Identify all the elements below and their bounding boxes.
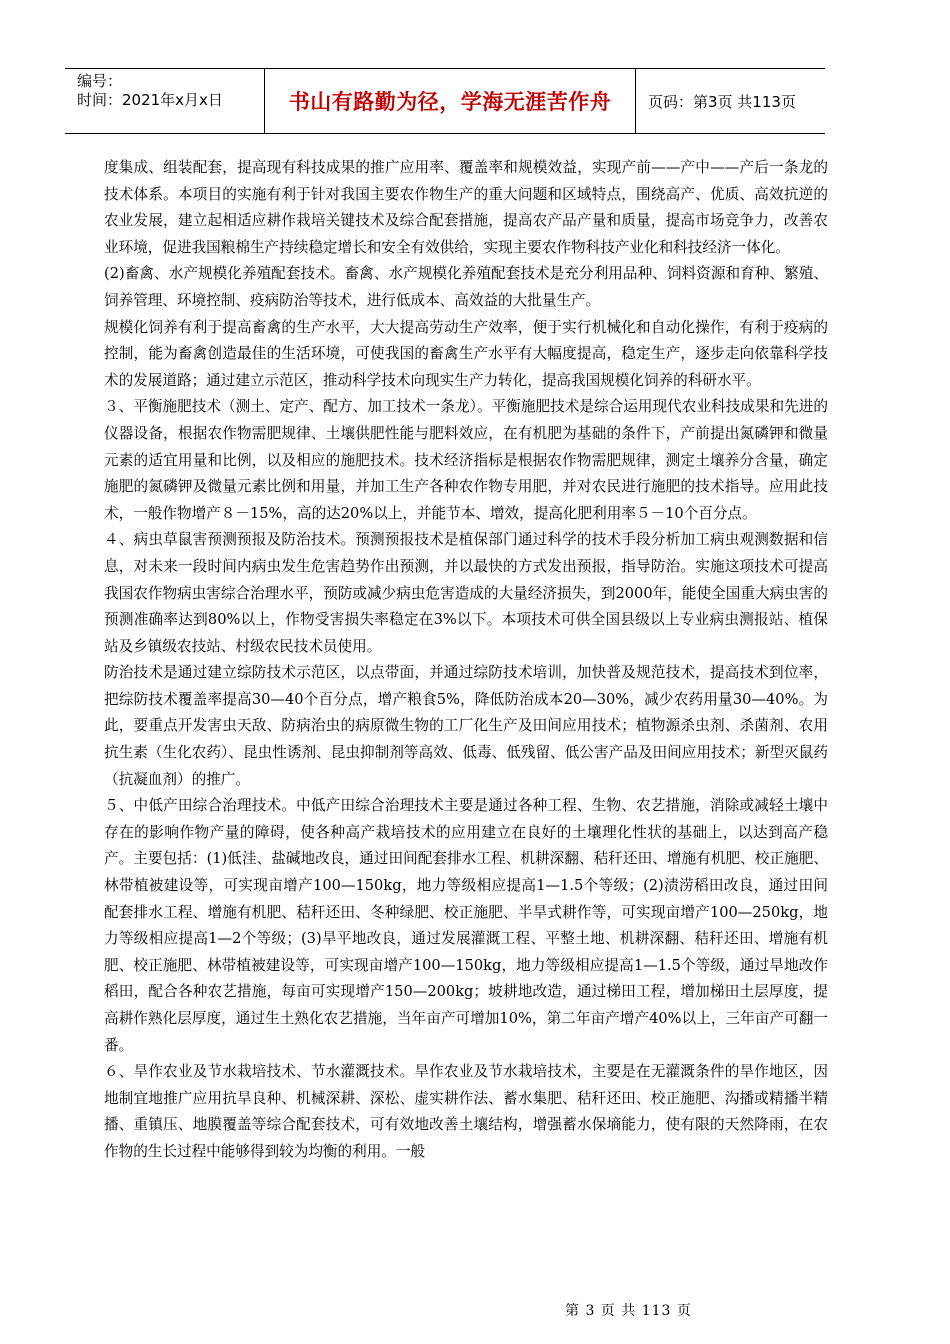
- header-meta: [65, 69, 265, 133]
- header-motto: 书山有路勤为径，学海无涯苦作舟: [265, 69, 636, 133]
- paragraph: (2)畜禽、水产规模化养殖配套技术。畜禽、水产规模化养殖配套技术是充分利用品种、饲料资源和育种、繁殖、饲养管理、环境控制、疫病防治等技术，进行低成本、高效益的大批量生产。: [104, 265, 828, 309]
- paragraph: ６、旱作农业及节水栽培技术、节水灌溉技术。旱作农业及节水栽培技术，主要是在无灌溉条件的旱作地区，因地制宜地推广应用抗旱良种、机械深耕、深松、虚实耕作法、蓄水集肥、秸秆还田、校正施肥、沟播或精播半精播、重镇压、地膜覆盖等综合配套技术，可有效地改善土壤结构，增强蓄水保墒能力，使有限的天然降雨，在农作物的生长过程中能够得到较为均衡的利用。一般: [104, 1063, 828, 1160]
- number-label: 编号：: [77, 72, 123, 90]
- header-page-info: 页码：第3页 共113页: [648, 92, 796, 111]
- page-footer: 第 3 页 共 113 页: [565, 1303, 692, 1319]
- time-label: 时间：2021年x月x日: [77, 91, 223, 109]
- paragraph: ４、病虫草鼠害预测预报及防治技术。预测预报技术是植保部门通过科学的技术手段分析加工病虫观测数据和信息，对未来一段时间内病虫发生危害趋势作出预测，并以最快的方式发出预报，指导防治。实施这项技术可提高我国农作物病虫害综合治理水平，预防或减少病虫危害造成的大量经济损失，到2000年，能使全国重大病虫害的预测准确率达到80%以上，作物受害损失率稳定在3%以下。本项技术可供全国县级以上专业病虫测报站、植保站及乡镇级农技站、村级农民技术员使用。: [104, 531, 828, 655]
- paragraph: 规模化饲养有利于提高畜禽的生产水平，大大提高劳动生产效率，便于实行机械化和自动化操作，有利于疫病的控制，能为畜禽创造最佳的生活环境，可使我国的畜禽生产水平有大幅度提高，稳定生产，逐步走向依靠科学技术的发展道路；通过建立示范区，推动科学技术向现实生产力转化，提高我国规模化饲养的科研水平。: [104, 318, 828, 389]
- paragraph: ３、平衡施肥技术（测土、定产、配方、加工技术一条龙）。平衡施肥技术是综合运用现代农业科技成果和先进的仪器设备，根据农作物需肥规律、土壤供肥性能与肥料效应，在有机肥为基础的条件下，产前提出氮磷钾和微量元素的适宜用量和比例，以及相应的施肥技术。技术经济指标是根据农作物需肥规律，测定土壤养分含量，确定施肥的氮磷钾及微量元素比例和用量，并加工生产各种农作物专用肥，并对农民进行施肥的技术指导。应用此技术，一般作物增产８－15%，高的达20%以上，并能节本、增效，提高化肥利用率５－10个百分点。: [104, 398, 828, 522]
- paragraph: ５、中低产田综合治理技术。中低产田综合治理技术主要是通过各种工程、生物、农艺措施，消除或减轻土壤中存在的影响作物产量的障碍，使各种高产栽培技术的应用建立在良好的土壤理化性状的基础上，以达到高产稳产。主要包括：(1)低洼、盐碱地改良，通过田间配套排水工程、机耕深翻、秸秆还田、增施有机肥、校正施肥、林带植被建设等，可实现亩增产100—150kg，地力等级相应提高1—1.5个等级；(2)渍涝稻田改良，通过田间配套排水工程、增施有机肥、秸秆还田、冬种绿肥、校正施肥、半旱式耕作等，可实现亩增产100—250kg，地力等级相应提高1—2个等级；(3)旱平地改良，通过发展灌溉工程、平整土地、机耕深翻、秸秆还田、增施有机肥、校正施肥、林带植被建设等，可实现亩增产100—150kg，地力等级相应提高1—1.5个等级，通过旱地改作稻田，配合各种农艺措施，每亩可实现增产150—200kg；坡耕地改造，通过梯田工程，增加梯田土层厚度，提高耕作熟化层厚度，通过生土熟化农艺措施，当年亩产可增加10%，第二年亩产增产40%以上，三年亩产可翻一番。: [104, 797, 828, 1054]
- page-header: [65, 68, 825, 134]
- paragraph: 防治技术是通过建立综防技术示范区，以点带面，并通过综防技术培训，加快普及规范技术，提高技术到位率，把综防技术覆盖率提高30—40个百分点，增产粮食5%，降低防治成本20—30%，减少农药用量30—40%。为此，要重点开发害虫天敌、防病治虫的病原微生物的工厂化生产及田间应用技术；植物源杀虫剂、杀菌剂、农用抗生素（生化农药）、昆虫性诱剂、昆虫抑制剂等高效、低毒、低残留、低公害产品及田间应用技术；新型灭鼠药（抗凝血剂）的推广。: [104, 664, 828, 788]
- paragraph: 度集成、组装配套，提高现有科技成果的推广应用率、覆盖率和规模效益，实现产前——产中——产后一条龙的技术体系。本项目的实施有利于针对我国主要农作物生产的重大问题和区域特点，围绕高产、优质、高效抗逆的农业发展，建立起相适应耕作栽培关键技术及综合配套措施，提高农产品产量和质量，提高市场竞争力，改善农业环境，促进我国粮棉生产持续稳定增长和安全有效供给，实现主要农作物科技产业化和科技经济一体化。: [104, 159, 828, 256]
- document-body: [104, 155, 828, 1166]
